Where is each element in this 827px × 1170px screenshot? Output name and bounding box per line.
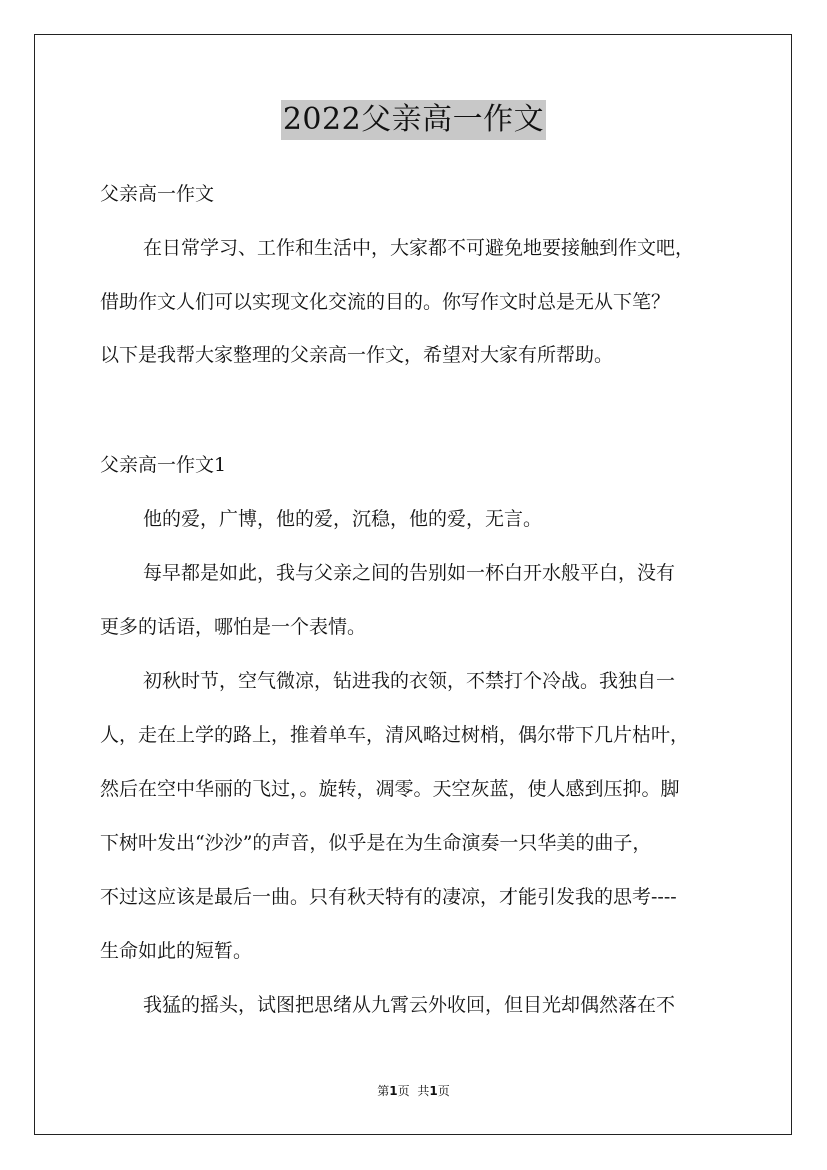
footer-page-prefix: 第 <box>377 1084 390 1098</box>
footer-total-prefix: 共 <box>417 1084 430 1098</box>
paragraph-line: 借助作文人们可以实现文化交流的目的。你写作文时总是无从下笔？ <box>100 291 671 313</box>
paragraph-line: 他的爱，广博，他的爱，沉稳，他的爱，无言。 <box>143 508 543 530</box>
title-container <box>0 100 827 140</box>
paragraph-line: 然后在空中华丽的飞过，。旋转，凋零。天空灰蓝，使人感到压抑。脚 <box>100 778 680 800</box>
document-title: 2022父亲高一作文 <box>281 100 546 140</box>
paragraph-line: 更多的话语，哪怕是一个表情。 <box>100 616 367 638</box>
paragraph-line: 初秋时节，空气微凉，钻进我的衣领，不禁打个冷战。我独自一 <box>143 670 676 692</box>
footer-total-suffix: 页 <box>437 1084 450 1098</box>
paragraph-line: 不过这应该是最后一曲。只有秋天特有的凄凉，才能引发我的思考---- <box>100 886 677 908</box>
paragraph-line: 每早都是如此，我与父亲之间的告别如一杯白开水般平白，没有 <box>143 562 676 584</box>
paragraph-line: 以下是我帮大家整理的父亲高一作文，希望对大家有所帮助。 <box>100 344 614 366</box>
page-footer <box>0 1083 827 1099</box>
paragraph-line: 下树叶发出“沙沙”的声音，似乎是在为生命演奏一只华美的曲子， <box>100 832 652 854</box>
paragraph-line: 我猛的摇头，试图把思绪从九霄云外收回，但目光却偶然落在不 <box>143 994 676 1016</box>
paragraph-line: 在日常学习、工作和生活中，大家都不可避免地要接触到作文吧， <box>143 237 695 259</box>
section-heading: 父亲高一作文 <box>100 183 215 205</box>
paragraph-line: 生命如此的短暂。 <box>100 940 253 962</box>
footer-page-suffix: 页 <box>397 1084 410 1098</box>
paragraph-line: 人，走在上学的路上，推着单车，清风略过树梢，偶尔带下几片枯叶， <box>100 724 690 746</box>
footer-total-number: 1 <box>429 1084 438 1098</box>
footer-page-number: 1 <box>389 1084 398 1098</box>
section-heading: 父亲高一作文1 <box>100 454 227 476</box>
